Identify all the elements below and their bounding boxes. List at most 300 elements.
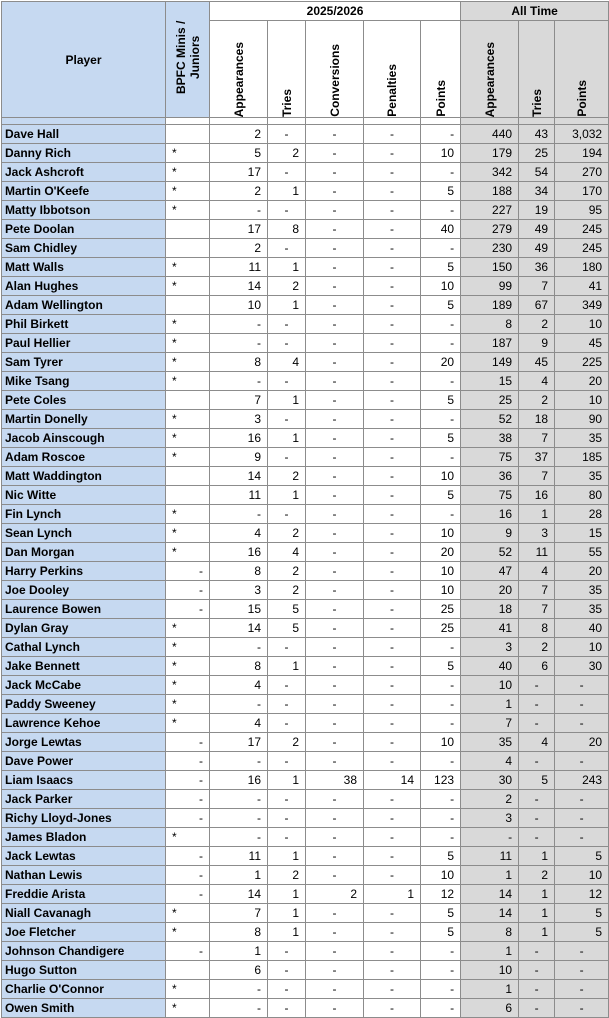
alltime-points-cell: - (555, 809, 609, 828)
season-points-cell: 5 (421, 847, 461, 866)
season-appearances-cell: 14 (210, 467, 268, 486)
alltime-appearances-cell: 3 (461, 638, 519, 657)
season-tries-cell: 1 (268, 904, 306, 923)
bpfc-cell: * (166, 638, 210, 657)
table-row (2, 353, 609, 372)
alltime-tries-cell: 7 (519, 429, 555, 448)
season-conversions-cell: - (306, 676, 364, 695)
alltime-points-cell: 12 (555, 885, 609, 904)
alltime-points-cell: 10 (555, 638, 609, 657)
season-points-cell: - (421, 315, 461, 334)
alltime-points-cell: 5 (555, 904, 609, 923)
season-appearances-cell: - (210, 828, 268, 847)
table-row (2, 467, 609, 486)
bpfc-cell: * (166, 429, 210, 448)
alltime-tries-cell: 6 (519, 657, 555, 676)
season-tries-cell: - (268, 410, 306, 429)
table-row (2, 486, 609, 505)
alltime-tries-cell: 4 (519, 372, 555, 391)
season-appearances-header: Appearances (210, 21, 268, 118)
season-penalties-cell: - (364, 809, 421, 828)
season-penalties-cell: - (364, 676, 421, 695)
season-conversions-cell: - (306, 334, 364, 353)
bpfc-cell: - (166, 866, 210, 885)
season-conversions-cell: 38 (306, 771, 364, 790)
alltime-appearances-cell: 75 (461, 486, 519, 505)
season-appearances-cell: - (210, 638, 268, 657)
season-appearances-cell: - (210, 999, 268, 1018)
season-appearances-cell: 8 (210, 562, 268, 581)
bpfc-cell: * (166, 999, 210, 1018)
alltime-tries-cell: 36 (519, 258, 555, 277)
season-appearances-cell: 9 (210, 448, 268, 467)
season-conversions-cell: - (306, 600, 364, 619)
alltime-tries-cell: 1 (519, 847, 555, 866)
alltime-points-cell: - (555, 790, 609, 809)
season-points-cell: 5 (421, 486, 461, 505)
season-penalties-cell: - (364, 125, 421, 144)
alltime-tries-cell: 5 (519, 771, 555, 790)
alltime-tries-cell: 16 (519, 486, 555, 505)
alltime-tries-cell: 2 (519, 315, 555, 334)
season-appearances-cell: 14 (210, 277, 268, 296)
alltime-points-cell: 40 (555, 619, 609, 638)
season-conversions-cell: - (306, 277, 364, 296)
alltime-points-cell: - (555, 828, 609, 847)
season-conversions-cell: - (306, 353, 364, 372)
bpfc-cell (166, 486, 210, 505)
alltime-tries-cell: - (519, 790, 555, 809)
alltime-points-cell: 35 (555, 581, 609, 600)
alltime-appearances-cell: 2 (461, 790, 519, 809)
alltime-appearances-cell: 35 (461, 733, 519, 752)
all-time-group-header: All Time (461, 2, 609, 21)
season-penalties-cell: - (364, 163, 421, 182)
alltime-tries-cell: 67 (519, 296, 555, 315)
season-appearances-cell: 4 (210, 524, 268, 543)
season-penalties-cell: - (364, 752, 421, 771)
alltime-points-cell: 194 (555, 144, 609, 163)
alltime-tries-cell: 7 (519, 581, 555, 600)
season-tries-cell: 1 (268, 923, 306, 942)
season-points-cell: - (421, 999, 461, 1018)
player-name-cell: Dylan Gray (2, 619, 166, 638)
season-points-cell: - (421, 163, 461, 182)
alltime-points-cell: 10 (555, 391, 609, 410)
table-row (2, 600, 609, 619)
season-conversions-cell: - (306, 828, 364, 847)
season-group-header: 2025/2026 (210, 2, 461, 21)
table-row (2, 790, 609, 809)
season-points-cell: 5 (421, 296, 461, 315)
season-tries-cell: - (268, 505, 306, 524)
season-appearances-cell: 16 (210, 543, 268, 562)
alltime-appearances-cell: 38 (461, 429, 519, 448)
alltime-appearances-cell: 8 (461, 315, 519, 334)
season-penalties-cell: - (364, 904, 421, 923)
alltime-tries-cell: - (519, 942, 555, 961)
season-penalties-cell: - (364, 980, 421, 999)
table-row (2, 543, 609, 562)
season-appearances-cell: 17 (210, 220, 268, 239)
season-penalties-cell: - (364, 410, 421, 429)
bpfc-cell: * (166, 828, 210, 847)
alltime-tries-cell: 11 (519, 543, 555, 562)
season-points-cell: 5 (421, 923, 461, 942)
season-conversions-cell: - (306, 562, 364, 581)
bpfc-cell: * (166, 980, 210, 999)
alltime-points-cell: 349 (555, 296, 609, 315)
alltime-points-cell: 35 (555, 429, 609, 448)
table-row (2, 581, 609, 600)
season-points-cell: - (421, 676, 461, 695)
alltime-tries-cell: - (519, 809, 555, 828)
bpfc-cell: - (166, 752, 210, 771)
table-body (2, 118, 609, 1018)
alltime-tries-cell: 7 (519, 277, 555, 296)
season-tries-cell: - (268, 638, 306, 657)
season-tries-cell: 2 (268, 733, 306, 752)
alltime-tries-cell: 8 (519, 619, 555, 638)
bpfc-cell: - (166, 847, 210, 866)
season-appearances-cell: 8 (210, 657, 268, 676)
season-penalties-cell: - (364, 847, 421, 866)
alltime-appearances-cell: 342 (461, 163, 519, 182)
player-name-cell: Mike Tsang (2, 372, 166, 391)
alltime-appearances-cell: 230 (461, 239, 519, 258)
alltime-appearances-cell: 4 (461, 752, 519, 771)
player-name-cell: Nathan Lewis (2, 866, 166, 885)
season-penalties-cell: - (364, 239, 421, 258)
season-points-cell: 10 (421, 144, 461, 163)
season-penalties-header: Penalties (364, 21, 421, 118)
player-name-cell: Dan Morgan (2, 543, 166, 562)
season-tries-cell: - (268, 239, 306, 258)
alltime-appearances-cell: 41 (461, 619, 519, 638)
season-appearances-cell: 8 (210, 923, 268, 942)
season-conversions-cell: - (306, 657, 364, 676)
player-name-cell: Charlie O'Connor (2, 980, 166, 999)
table-row (2, 239, 609, 258)
alltime-appearances-cell: 179 (461, 144, 519, 163)
season-tries-cell: - (268, 125, 306, 144)
bpfc-cell: * (166, 201, 210, 220)
alltime-tries-cell: 54 (519, 163, 555, 182)
season-appearances-cell: 4 (210, 714, 268, 733)
alltime-appearances-header: Appearances (461, 21, 519, 118)
player-name-cell: Jack Parker (2, 790, 166, 809)
alltime-points-cell: 35 (555, 600, 609, 619)
season-tries-cell: 1 (268, 486, 306, 505)
season-points-cell: - (421, 201, 461, 220)
alltime-points-cell: 170 (555, 182, 609, 201)
season-penalties-cell: - (364, 182, 421, 201)
season-tries-cell: - (268, 334, 306, 353)
season-appearances-cell: 11 (210, 486, 268, 505)
player-name-cell: Phil Birkett (2, 315, 166, 334)
table-row (2, 733, 609, 752)
table-row (2, 752, 609, 771)
season-appearances-cell: 7 (210, 391, 268, 410)
season-penalties-cell: - (364, 638, 421, 657)
season-appearances-cell: 11 (210, 258, 268, 277)
season-penalties-cell: - (364, 505, 421, 524)
alltime-points-cell: 225 (555, 353, 609, 372)
season-points-cell: 5 (421, 258, 461, 277)
season-tries-cell: 1 (268, 847, 306, 866)
season-points-cell: 5 (421, 182, 461, 201)
alltime-tries-cell: - (519, 752, 555, 771)
season-conversions-cell: - (306, 524, 364, 543)
season-points-cell: 5 (421, 391, 461, 410)
season-conversions-cell: - (306, 182, 364, 201)
season-points-cell: - (421, 942, 461, 961)
season-penalties-cell: - (364, 600, 421, 619)
alltime-tries-cell: - (519, 676, 555, 695)
player-name-cell: Adam Roscoe (2, 448, 166, 467)
season-points-cell: 20 (421, 543, 461, 562)
season-tries-cell: 2 (268, 866, 306, 885)
table-row (2, 961, 609, 980)
season-points-cell: 10 (421, 581, 461, 600)
season-penalties-cell: - (364, 866, 421, 885)
season-penalties-cell: 14 (364, 771, 421, 790)
table-row (2, 429, 609, 448)
alltime-points-cell: 90 (555, 410, 609, 429)
season-points-cell: 5 (421, 904, 461, 923)
season-points-cell: 10 (421, 277, 461, 296)
season-appearances-cell: - (210, 790, 268, 809)
season-conversions-cell: - (306, 429, 364, 448)
alltime-appearances-cell: 20 (461, 581, 519, 600)
season-tries-cell: 1 (268, 182, 306, 201)
alltime-appearances-cell: 40 (461, 657, 519, 676)
season-tries-cell: - (268, 163, 306, 182)
season-penalties-cell: - (364, 828, 421, 847)
season-appearances-cell: 2 (210, 239, 268, 258)
season-points-cell: - (421, 980, 461, 999)
season-appearances-cell: 11 (210, 847, 268, 866)
season-penalties-cell: - (364, 201, 421, 220)
season-points-cell: 40 (421, 220, 461, 239)
season-appearances-cell: 15 (210, 600, 268, 619)
player-name-cell: Jack Lewtas (2, 847, 166, 866)
bpfc-cell (166, 296, 210, 315)
season-points-cell: 123 (421, 771, 461, 790)
alltime-points-cell: 180 (555, 258, 609, 277)
alltime-tries-cell: 37 (519, 448, 555, 467)
alltime-appearances-cell: 3 (461, 809, 519, 828)
table-row (2, 372, 609, 391)
season-penalties-cell: - (364, 220, 421, 239)
bpfc-cell (166, 239, 210, 258)
season-points-cell: 25 (421, 600, 461, 619)
alltime-appearances-cell: 7 (461, 714, 519, 733)
player-name-cell: Lawrence Kehoe (2, 714, 166, 733)
player-name-cell: Richy Lloyd-Jones (2, 809, 166, 828)
season-tries-cell: - (268, 828, 306, 847)
alltime-appearances-cell: 8 (461, 923, 519, 942)
season-appearances-cell: 3 (210, 581, 268, 600)
season-tries-header: Tries (268, 21, 306, 118)
alltime-tries-cell: 3 (519, 524, 555, 543)
bpfc-cell: * (166, 448, 210, 467)
alltime-points-cell: - (555, 676, 609, 695)
season-points-cell: - (421, 239, 461, 258)
alltime-appearances-cell: 14 (461, 904, 519, 923)
player-name-cell: Pete Doolan (2, 220, 166, 239)
season-appearances-cell: 17 (210, 733, 268, 752)
bpfc-cell: * (166, 258, 210, 277)
alltime-points-cell: 20 (555, 733, 609, 752)
table-row (2, 828, 609, 847)
season-appearances-cell: - (210, 809, 268, 828)
player-name-cell: Martin Donelly (2, 410, 166, 429)
alltime-tries-cell: 25 (519, 144, 555, 163)
season-tries-cell: 2 (268, 581, 306, 600)
player-name-cell: Niall Cavanagh (2, 904, 166, 923)
alltime-tries-cell: 1 (519, 923, 555, 942)
alltime-tries-cell: 1 (519, 904, 555, 923)
stats-table (1, 1, 609, 1018)
alltime-appearances-cell: 1 (461, 866, 519, 885)
alltime-appearances-cell: 14 (461, 885, 519, 904)
season-conversions-cell: - (306, 619, 364, 638)
season-points-cell: 20 (421, 353, 461, 372)
season-appearances-cell: - (210, 980, 268, 999)
alltime-tries-cell: 2 (519, 866, 555, 885)
player-name-cell: Freddie Arista (2, 885, 166, 904)
season-penalties-cell: - (364, 790, 421, 809)
season-penalties-cell: - (364, 695, 421, 714)
season-penalties-cell: - (364, 429, 421, 448)
bpfc-cell: - (166, 771, 210, 790)
season-penalties-cell: - (364, 581, 421, 600)
alltime-tries-cell: - (519, 714, 555, 733)
bpfc-cell: * (166, 714, 210, 733)
player-name-cell: Owen Smith (2, 999, 166, 1018)
bpfc-cell: * (166, 277, 210, 296)
season-points-cell: - (421, 125, 461, 144)
table-row (2, 809, 609, 828)
bpfc-cell: * (166, 182, 210, 201)
alltime-points-cell: - (555, 999, 609, 1018)
season-tries-cell: 8 (268, 220, 306, 239)
season-points-cell: - (421, 752, 461, 771)
player-name-cell: Paul Hellier (2, 334, 166, 353)
season-penalties-cell: - (364, 562, 421, 581)
season-conversions-cell: - (306, 809, 364, 828)
season-tries-cell: - (268, 809, 306, 828)
alltime-tries-cell: - (519, 961, 555, 980)
season-penalties-cell: - (364, 714, 421, 733)
player-column-header: Player (2, 2, 166, 118)
season-appearances-cell: 6 (210, 961, 268, 980)
alltime-points-cell: 270 (555, 163, 609, 182)
season-appearances-cell: 10 (210, 296, 268, 315)
season-tries-cell: 1 (268, 391, 306, 410)
season-points-cell: - (421, 828, 461, 847)
alltime-points-cell: 30 (555, 657, 609, 676)
season-penalties-cell: - (364, 372, 421, 391)
season-penalties-cell: - (364, 923, 421, 942)
season-tries-cell: 4 (268, 353, 306, 372)
season-tries-cell: - (268, 790, 306, 809)
season-points-cell: - (421, 410, 461, 429)
table-row (2, 125, 609, 144)
season-penalties-cell: - (364, 657, 421, 676)
season-penalties-cell: - (364, 353, 421, 372)
bpfc-cell (166, 125, 210, 144)
season-tries-cell: 5 (268, 600, 306, 619)
alltime-tries-cell: 43 (519, 125, 555, 144)
bpfc-cell: * (166, 657, 210, 676)
table-row (2, 296, 609, 315)
alltime-points-cell: - (555, 942, 609, 961)
bpfc-cell: * (166, 163, 210, 182)
season-tries-cell: 1 (268, 296, 306, 315)
alltime-tries-cell: 2 (519, 391, 555, 410)
alltime-tries-cell: 4 (519, 733, 555, 752)
player-name-cell: Jake Bennett (2, 657, 166, 676)
alltime-points-cell: 243 (555, 771, 609, 790)
season-appearances-cell: 8 (210, 353, 268, 372)
season-tries-cell: - (268, 961, 306, 980)
bpfc-cell: - (166, 809, 210, 828)
alltime-points-cell: 55 (555, 543, 609, 562)
season-tries-cell: - (268, 315, 306, 334)
season-tries-cell: 5 (268, 619, 306, 638)
season-appearances-cell: 14 (210, 885, 268, 904)
season-points-cell: - (421, 790, 461, 809)
season-tries-cell: 1 (268, 885, 306, 904)
season-tries-cell: - (268, 676, 306, 695)
season-conversions-header: Conversions (306, 21, 364, 118)
season-conversions-cell: - (306, 486, 364, 505)
bpfc-cell (166, 467, 210, 486)
season-penalties-cell: 1 (364, 885, 421, 904)
season-conversions-cell: 2 (306, 885, 364, 904)
season-conversions-cell: - (306, 695, 364, 714)
alltime-tries-cell: 34 (519, 182, 555, 201)
alltime-points-cell: 95 (555, 201, 609, 220)
table-row (2, 714, 609, 733)
table-row (2, 999, 609, 1018)
bpfc-column-header (166, 2, 210, 118)
season-tries-cell: - (268, 752, 306, 771)
season-points-cell: 10 (421, 467, 461, 486)
season-conversions-cell: - (306, 448, 364, 467)
table-row (2, 619, 609, 638)
season-points-cell: 5 (421, 429, 461, 448)
player-name-cell: Martin O'Keefe (2, 182, 166, 201)
season-tries-cell: 2 (268, 562, 306, 581)
season-appearances-cell: 17 (210, 163, 268, 182)
season-conversions-cell: - (306, 258, 364, 277)
season-conversions-cell: - (306, 923, 364, 942)
player-name-cell: Nic Witte (2, 486, 166, 505)
player-name-cell: Jorge Lewtas (2, 733, 166, 752)
season-conversions-cell: - (306, 315, 364, 334)
season-penalties-cell: - (364, 619, 421, 638)
season-points-cell: 10 (421, 562, 461, 581)
alltime-points-cell: 10 (555, 315, 609, 334)
season-points-cell: - (421, 334, 461, 353)
player-name-cell: Joe Dooley (2, 581, 166, 600)
alltime-appearances-cell: 1 (461, 942, 519, 961)
bpfc-cell: - (166, 600, 210, 619)
table-row (2, 163, 609, 182)
